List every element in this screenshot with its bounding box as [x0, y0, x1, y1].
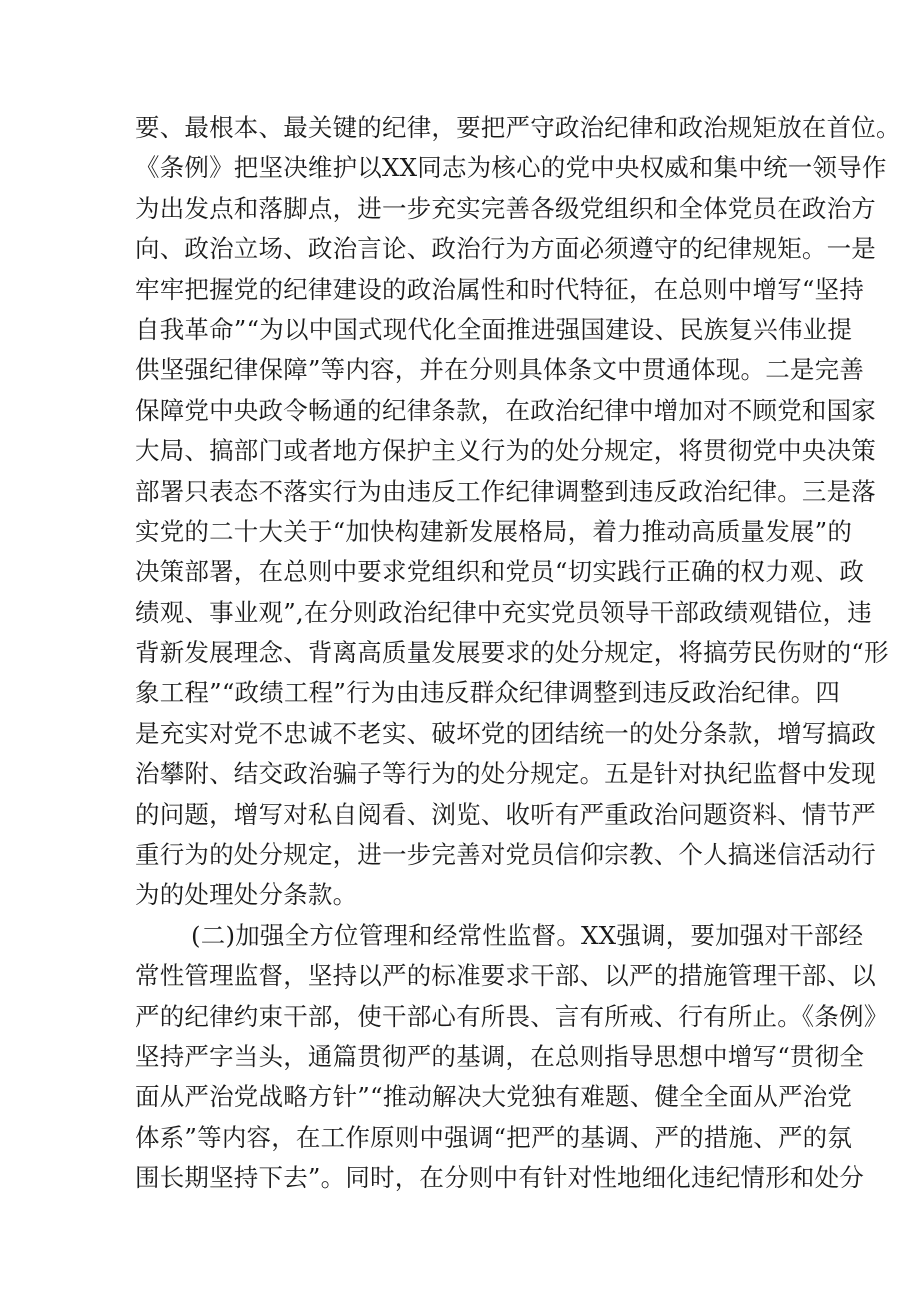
text-line: 牢牢把握党的纪律建设的政治属性和时代特征，在总则中增写“坚持	[135, 274, 865, 304]
text-line: 实党的二十大关于“加快构建新发展格局，着力推动高质量发展”的	[135, 516, 853, 546]
text-line: 面从严治党战略方针”“推动解决大党独有难题、健全全面从严治党	[135, 1082, 853, 1112]
text-line: 要、最根本、最关键的纪律，要把严守政治纪律和政治规矩放在首位。	[135, 113, 901, 142]
text-line: 背新发展理念、背离高质量发展要求的处分规定，将搞劳民伤财的“形	[135, 638, 889, 668]
body-text	[135, 108, 901, 1199]
text-line: 决策部署，在总则中要求党组织和党员“切实践行正确的权力观、政	[135, 557, 865, 587]
text-line: 《条例》把坚决维护以XX同志为核心的党中央权威和集中统一领导作	[135, 153, 887, 183]
text-line: 坚持严字当头，通篇贯彻严的基调，在总则指导思想中增写“贯彻全	[135, 1041, 865, 1071]
text-line: 的问题，增写对私自阅看、浏览、收听有严重政治问题资料、情节严	[135, 799, 876, 829]
text-line: 为出发点和落脚点，进一步充实完善各级党组织和全体党员在政治方	[135, 193, 876, 223]
text-line: 自我革命”“为以中国式现代化全面推进强国建设、民族复兴伟业提	[135, 314, 853, 344]
text-line: 供坚强纪律保障”等内容，并在分则具体条文中贯通体现。二是完善	[135, 355, 865, 385]
text-line: 部署只表态不落实行为由违反工作纪律调整到违反政治纪律。三是落	[135, 476, 876, 506]
text-line: 重行为的处分规定，进一步完善对党员信仰宗教、个人搞迷信活动行	[135, 840, 876, 870]
text-line: 常性管理监督，坚持以严的标准要求干部、以严的措施管理干部、以	[135, 961, 876, 991]
text-line: 向、政治立场、政治言论、政治行为方面必须遵守的纪律规矩。一是	[135, 234, 876, 264]
text-line: 大局、搞部门或者地方保护主义行为的处分规定，将贯彻党中央决策	[135, 436, 876, 466]
text-line: 保障党中央政令畅通的纪律条款，在政治纪律中增加对不顾党和国家	[135, 395, 876, 425]
text-line: 严的纪律约束干部，使干部心有所畏、言有所戒、行有所止。《条例》	[135, 1001, 889, 1031]
text-line: 是充实对党不忠诚不老实、破坏党的团结统一的处分条款，增写搞政	[135, 718, 876, 748]
section-heading-line: (二)加强全方位管理和经常性监督。XX强调，要加强对干部经	[191, 920, 864, 950]
paragraph-end-line: 为的处理处分条款。	[135, 880, 358, 910]
text-line: 象工程”“政绩工程”行为由违反群众纪律调整到违反政治纪律。四	[135, 678, 841, 708]
text-line: 治攀附、结交政治骗子等行为的处分规定。五是针对执纪监督中发现	[135, 759, 876, 789]
text-line: 绩观、事业观”,在分则政治纪律中充实党员领导干部政绩观错位，违	[135, 597, 873, 627]
text-line: 体系”等内容，在工作原则中强调“把严的基调、严的措施、严的氛	[135, 1122, 853, 1152]
text-line: 围长期坚持下去”。同时，在分则中有针对性地细化违纪情形和处分	[135, 1163, 865, 1193]
